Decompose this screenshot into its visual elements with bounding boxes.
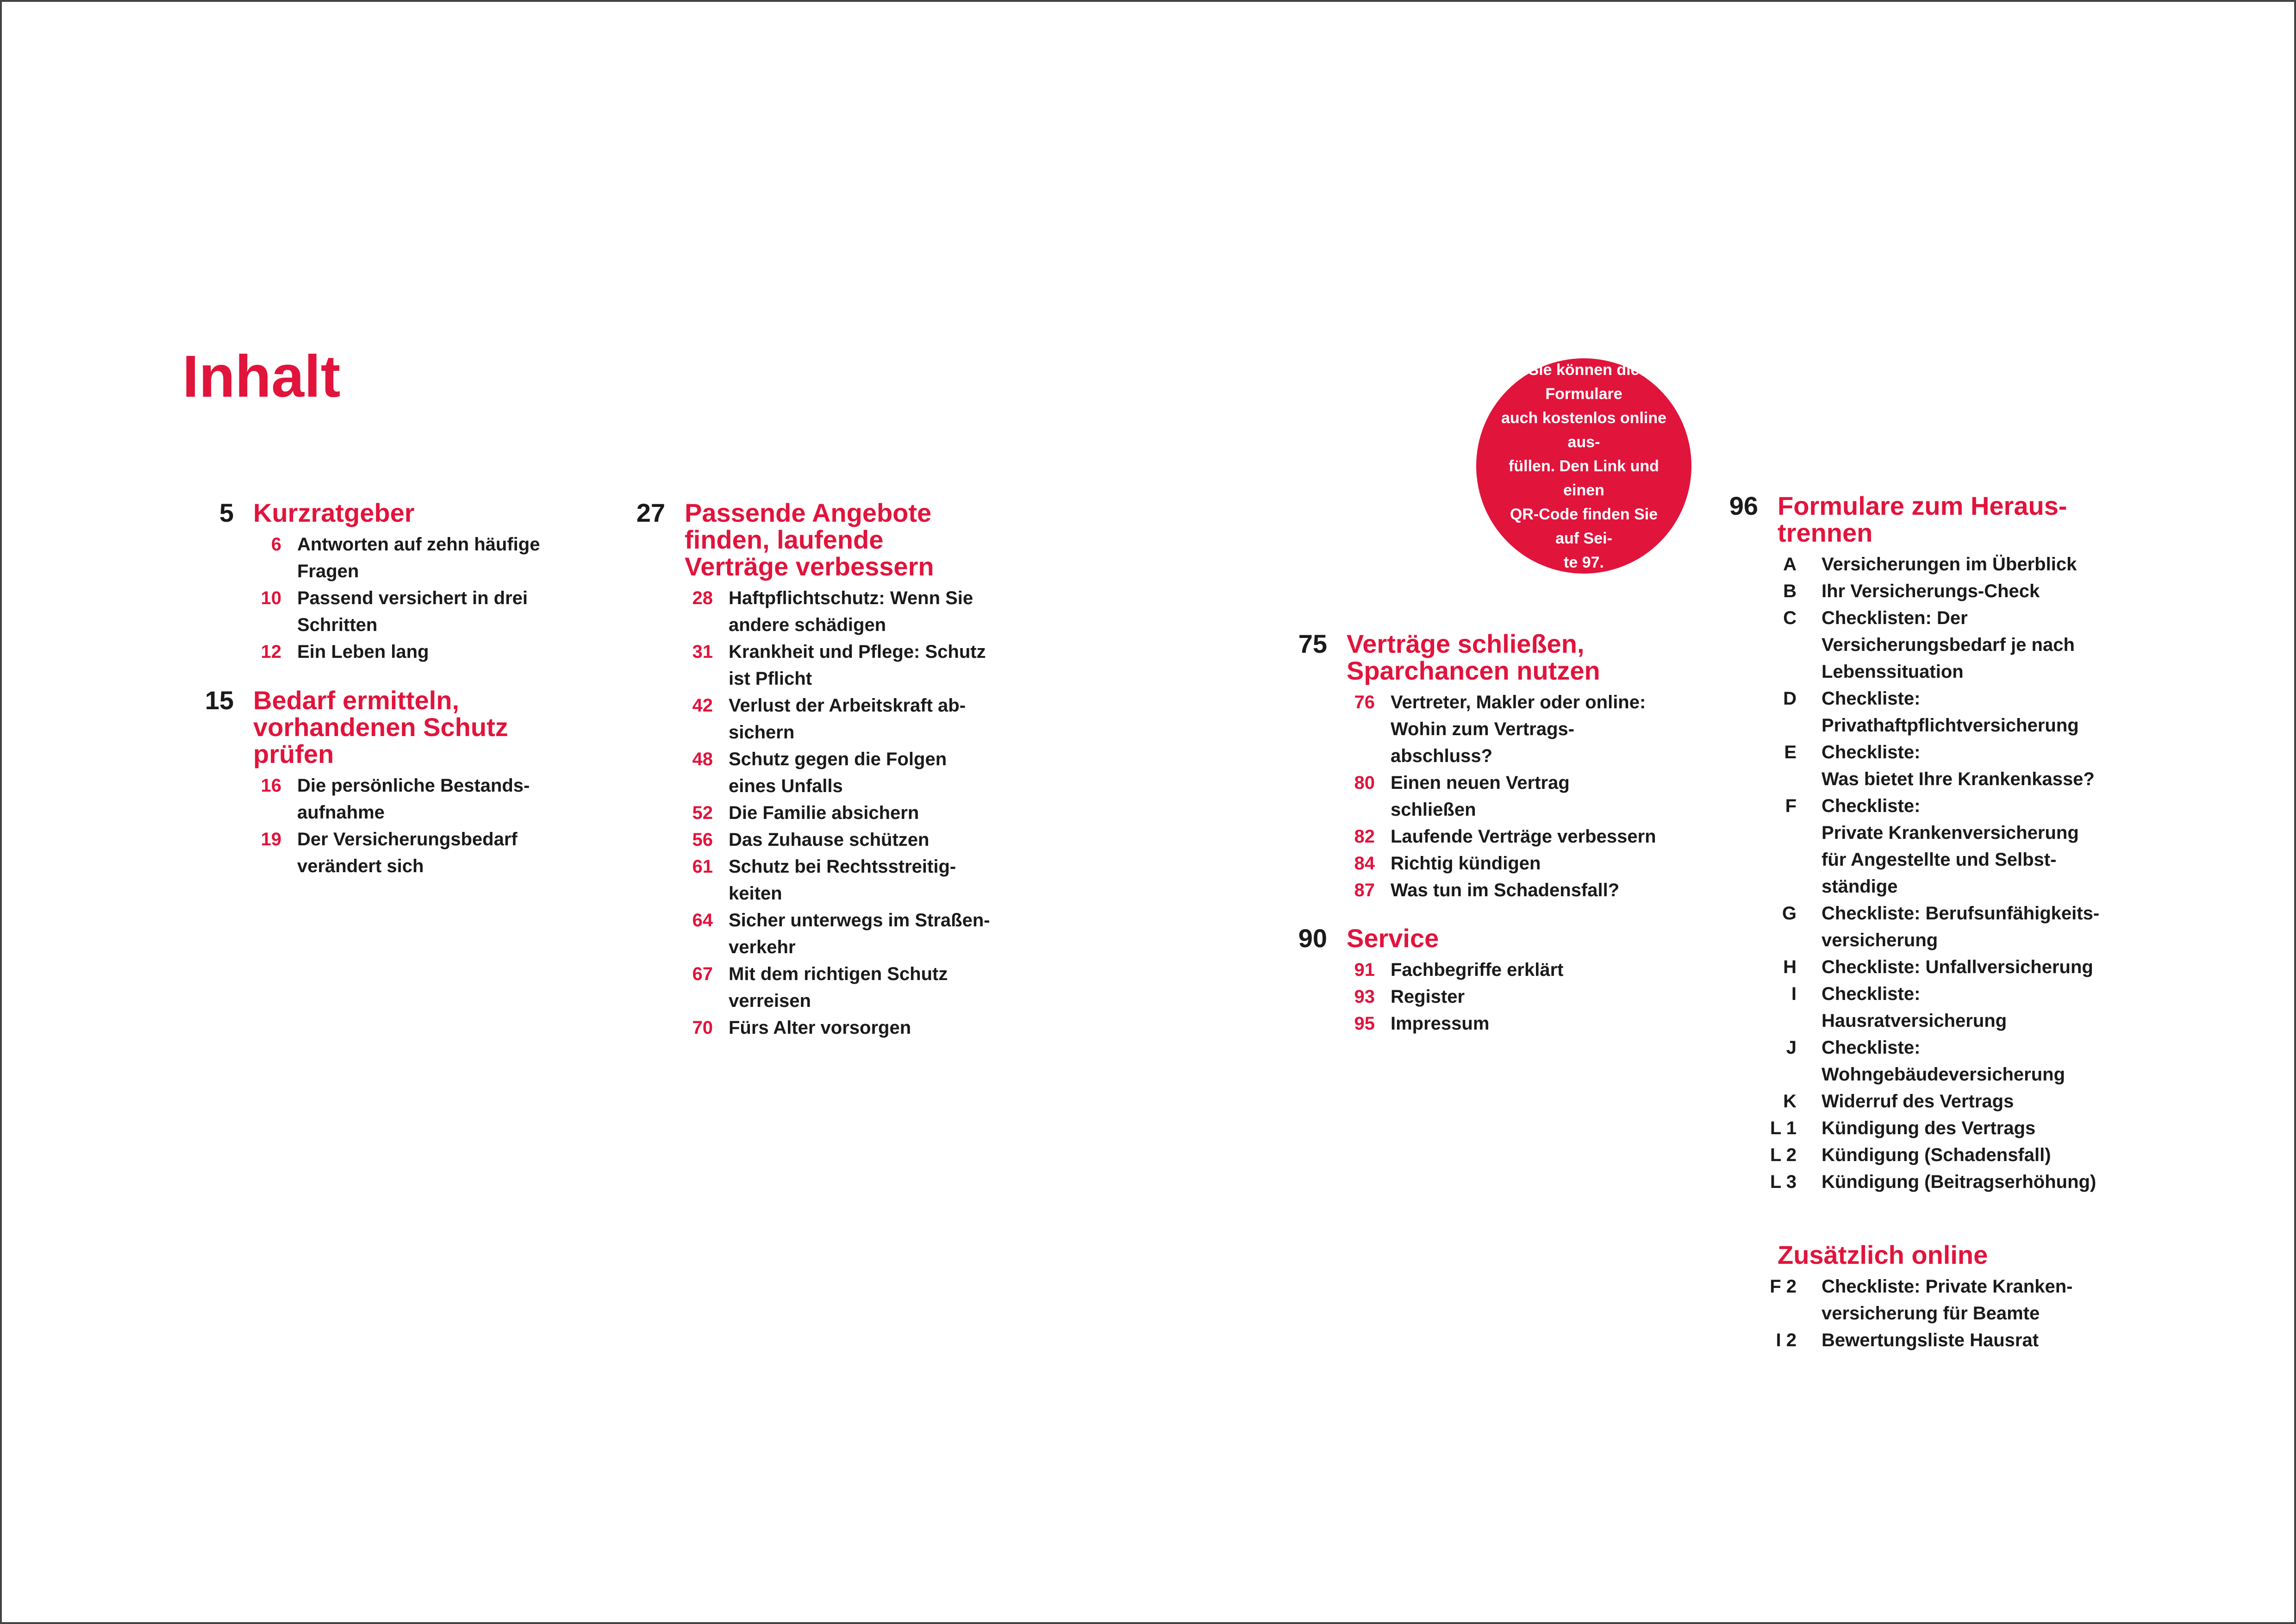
toc-entry: [692, 961, 1036, 1014]
entry-page-number: 48: [692, 749, 713, 769]
section-page-number: 96: [1729, 491, 1758, 520]
toc-entry: [692, 853, 1036, 907]
entry-page-number: 16: [261, 775, 281, 796]
toc-entry: [692, 800, 1036, 826]
section-heading: [1778, 1242, 2148, 1268]
entry-page-number: G: [1782, 903, 1797, 924]
toc-entry: [1782, 900, 2148, 954]
toc-entry: [1354, 769, 1698, 823]
toc-entry: [1785, 793, 2148, 900]
online-forms-note-text: Sie können die Formulare auch kostenlos online aus- füllen. Den Link und einen QR-Code finden Sie auf Sei- te 97.: [1501, 361, 1667, 571]
toc-entry: [1354, 689, 1698, 769]
toc-entry: [271, 531, 605, 585]
entry-page-number: 76: [1354, 692, 1375, 712]
entry-title: Checkliste: Wohngebäudeversicherung: [1822, 1037, 2065, 1085]
section-heading: [636, 498, 1036, 581]
entry-page-number: K: [1783, 1091, 1797, 1112]
toc-entry: [1354, 850, 1698, 877]
section-title: Formulare zum Heraus- trennen: [1778, 491, 2067, 547]
toc-entry: [692, 746, 1036, 800]
entry-title: Vertreter, Makler oder online: Wohin zum Vertrags- abschluss?: [1391, 692, 1646, 766]
toc-entry: [1783, 685, 2148, 739]
entry-page-number: 56: [692, 830, 713, 850]
entry-title: Haftpflichtschutz: Wenn Sie andere schädigen: [729, 588, 973, 635]
toc-entry: [1783, 578, 2148, 605]
toc-section: [1729, 491, 2148, 1195]
entry-title: Checklisten: Der Versicherungsbedarf je nach Lebenssituation: [1822, 608, 2075, 682]
toc-entry: [1354, 956, 1698, 983]
toc-section: [1298, 924, 1698, 1037]
entry-title: Sicher unterwegs im Straßen- verkehr: [729, 910, 990, 957]
toc-section: [636, 498, 1036, 1041]
toc-entry: [1783, 551, 2148, 578]
entry-title: Bewertungsliste Hausrat: [1822, 1330, 2039, 1350]
section-title: Zusätzlich online: [1778, 1240, 1988, 1269]
toc-entry: [1770, 1168, 2148, 1195]
entry-page-number: 91: [1354, 960, 1375, 980]
section-heading: [1729, 491, 2148, 547]
section-title: Service: [1347, 924, 1439, 953]
entry-title: Der Versicherungsbedarf verändert sich: [297, 829, 518, 876]
entry-title: Ihr Versicherungs-Check: [1822, 581, 2040, 601]
toc-entry: [1791, 981, 2148, 1034]
entry-title: Checkliste: Private Krankenversicherung für Angestellte und Selbst- ständige: [1822, 796, 2079, 897]
entry-page-number: J: [1786, 1037, 1797, 1058]
toc-section: [205, 686, 605, 880]
section-title: Bedarf ermitteln, vorhandenen Schutz prüfen: [253, 686, 508, 768]
entry-title: Kündigung (Schadensfall): [1822, 1145, 2051, 1165]
toc-entry: [1770, 1142, 2148, 1168]
section-page-number: 27: [636, 498, 665, 527]
entry-title: Checkliste: Was bietet Ihre Krankenkasse?: [1822, 742, 2095, 789]
entry-page-number: 42: [692, 695, 713, 716]
entry-page-number: E: [1784, 742, 1797, 762]
toc-entry: [261, 826, 605, 880]
toc-entry: [692, 585, 1036, 638]
entry-page-number: 93: [1354, 987, 1375, 1007]
entry-page-number: F: [1785, 796, 1797, 816]
toc-entry: [261, 638, 605, 665]
entry-title: Die persönliche Bestands- aufnahme: [297, 775, 530, 823]
entry-title: Checkliste: Privathaftpflichtversicherung: [1822, 688, 2079, 736]
entry-title: Schutz gegen die Folgen eines Unfalls: [729, 749, 947, 796]
toc-entry: [261, 772, 605, 826]
toc-section: [219, 498, 605, 665]
entry-page-number: 28: [692, 588, 713, 608]
entry-page-number: 12: [261, 642, 281, 662]
entry-page-number: 52: [692, 803, 713, 823]
entry-page-number: 82: [1354, 826, 1375, 847]
entry-page-number: D: [1783, 688, 1797, 709]
entry-title: Checkliste: Unfallversicherung: [1822, 957, 2093, 977]
entry-page-number: 87: [1354, 880, 1375, 900]
entry-page-number: L 1: [1770, 1118, 1797, 1138]
entry-page-number: 80: [1354, 773, 1375, 793]
toc-entry: [692, 692, 1036, 746]
entry-title: Kündigung des Vertrags: [1822, 1118, 2036, 1138]
entry-title: Passend versichert in drei Schritten: [297, 588, 528, 635]
entry-page-number: L 2: [1770, 1145, 1797, 1165]
section-heading: [1298, 924, 1698, 953]
online-forms-note: [1476, 358, 1691, 574]
toc-entry: [1354, 983, 1698, 1010]
section-heading: [219, 498, 605, 527]
toc-entry: [261, 585, 605, 638]
toc-entry: [1783, 605, 2148, 685]
entry-page-number: A: [1783, 554, 1797, 575]
section-page-number: 15: [205, 686, 234, 715]
entry-title: Versicherungen im Überblick: [1822, 554, 2077, 575]
entry-title: Fürs Alter vorsorgen: [729, 1018, 911, 1038]
section-heading: [1298, 629, 1698, 685]
entry-page-number: 61: [692, 856, 713, 877]
toc-entry: [1783, 1088, 2148, 1115]
entry-title: Einen neuen Vertrag schließen: [1391, 773, 1570, 820]
entry-title: Widerruf des Vertrags: [1822, 1091, 2014, 1112]
section-title: Verträge schließen, Sparchancen nutzen: [1347, 629, 1600, 685]
entry-title: Antworten auf zehn häufige Fragen: [297, 534, 540, 581]
entry-page-number: 70: [692, 1018, 713, 1038]
toc-entry: [692, 1014, 1036, 1041]
entry-page-number: 67: [692, 964, 713, 984]
entry-title: Krankheit und Pflege: Schutz ist Pflicht: [729, 642, 986, 689]
section-page-number: 5: [219, 498, 234, 527]
entry-page-number: F 2: [1770, 1276, 1797, 1297]
toc-section: [1770, 1240, 2148, 1354]
entry-page-number: L 3: [1770, 1172, 1797, 1192]
entry-title: Richtig kündigen: [1391, 853, 1541, 874]
entry-title: Ein Leben lang: [297, 642, 429, 662]
entry-title: Register: [1391, 987, 1465, 1007]
section-title: Passende Angebote finden, laufende Verträge verbessern: [685, 498, 934, 581]
toc-entry: [1354, 877, 1698, 904]
toc-entry: [1776, 1327, 2148, 1354]
entry-title: Die Familie absichern: [729, 803, 919, 823]
toc-entry: [692, 826, 1036, 853]
entry-page-number: 19: [261, 829, 281, 849]
entry-page-number: 31: [692, 642, 713, 662]
entry-title: Das Zuhause schützen: [729, 830, 930, 850]
toc-entry: [692, 638, 1036, 692]
entry-title: Checkliste: Hausratversicherung: [1822, 984, 2007, 1031]
entry-page-number: I 2: [1776, 1330, 1797, 1350]
toc-entry: [1354, 823, 1698, 850]
toc-entry: [1354, 1010, 1698, 1037]
entry-page-number: 84: [1354, 853, 1375, 874]
toc-entry: [1786, 1034, 2148, 1088]
entry-title: Schutz bei Rechtsstreitig- keiten: [729, 856, 956, 904]
entry-title: Laufende Verträge verbessern: [1391, 826, 1656, 847]
entry-page-number: C: [1783, 608, 1797, 628]
toc-entry: [692, 907, 1036, 961]
entry-title: Mit dem richtigen Schutz verreisen: [729, 964, 948, 1011]
entry-title: Verlust der Arbeitskraft ab- sichern: [729, 695, 966, 743]
toc-entry: [1770, 1115, 2148, 1142]
toc-entry: [1770, 1273, 2148, 1327]
section-title: Kurzratgeber: [253, 498, 415, 527]
toc-entry: [1783, 954, 2148, 981]
entry-page-number: 64: [692, 910, 713, 931]
toc-section: [1298, 629, 1698, 904]
section-page-number: 90: [1298, 924, 1327, 953]
entry-title: Checkliste: Berufsunfähigkeits- versicherung: [1822, 903, 2100, 950]
entry-title: Fachbegriffe erklärt: [1391, 960, 1564, 980]
section-page-number: 75: [1298, 629, 1327, 658]
entry-title: Checkliste: Private Kranken- versicherung für Beamte: [1822, 1276, 2073, 1324]
entry-page-number: 10: [261, 588, 281, 608]
entry-title: Impressum: [1391, 1013, 1490, 1034]
entry-page-number: I: [1791, 984, 1797, 1004]
entry-page-number: 95: [1354, 1013, 1375, 1034]
entry-title: Kündigung (Beitragserhöhung): [1822, 1172, 2096, 1192]
entry-page-number: 6: [271, 534, 281, 555]
entry-page-number: H: [1783, 957, 1797, 977]
entry-page-number: B: [1783, 581, 1797, 601]
section-heading: [205, 686, 605, 768]
entry-title: Was tun im Schadensfall?: [1391, 880, 1620, 900]
page-title: Inhalt: [182, 344, 341, 410]
toc-entry: [1784, 739, 2148, 793]
